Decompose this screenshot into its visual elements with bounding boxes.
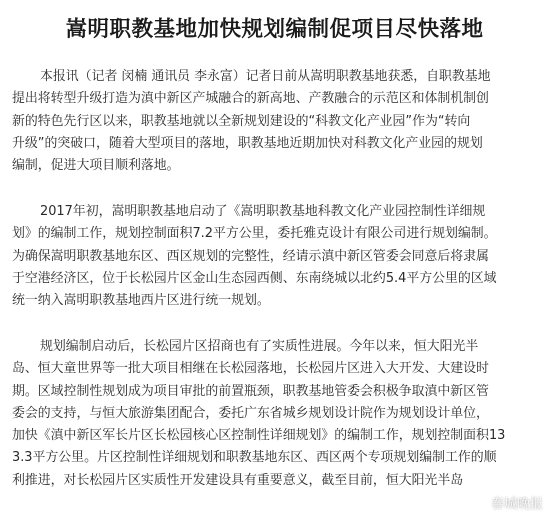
paragraph-line: 划》的编制工作，规划控制面积7.2平方公里，委托雅克设计有限公司进行规划编制。 [12,226,497,242]
paragraph-line: 加快《滇中新区军长片区长松园核心区控制性详细规划》的编制工作，规划控制面积13 [12,428,506,444]
paragraph-line: 编制，促进大项目顺利落地。 [12,158,180,174]
paragraph-line: 提出将转型升级打造为滇中新区产城融合的新高地、产教融合的示范区和体制机制创 [12,91,489,107]
paragraph-line: 新的特色先行区以来，职教基地就以全新规划建设的“科教文化产业园”作为“转向 [12,113,471,129]
paragraph-1 [12,66,542,177]
paragraph-3 [12,336,542,492]
article-title: 嵩明职教基地加快规划编制促项目尽快落地 [65,17,484,42]
paragraph-line: 为确保嵩明职教基地东区、西区规划的完整性，经请示滇中新区管委会同意后将隶属 [12,248,489,264]
paragraph-line: 本报讯（记者 闵楠 通讯员 李永富）记者日前从嵩明职教基地获悉，自职教基地 [40,69,491,84]
source-watermark [456,493,545,512]
weibo-eye-icon [470,496,488,510]
watermark-text: 春城晚报 [490,497,543,512]
paragraph-line: 3.3平方公里。片区控制性详细规划和职教基地东区、西区两个专项规划编制工作的顺 [12,450,497,466]
paragraph-line: 期。区域控制性规划成为项目审批的前置瓶颈，职教基地管委会积极争取滇中新区管 [12,383,489,399]
paragraph-line: 2017年初，嵩明职教基地启动了《嵩明职教基地科教文化产业园控制性详细规 [40,204,486,219]
paragraph-line: 统一纳入嵩明职教基地西片区进行统一规划。 [12,293,270,309]
paragraph-line: 于空港经济区，位于长松园片区金山生态园西侧、东南绕城以北约5.4平方公里的区域 [12,270,497,286]
paragraph-line: 升级”的突破口，随着大型项目的落地，职教基地近期加快对科教文化产业园的规划 [12,135,483,151]
paragraph-2 [12,201,542,312]
paragraph-line: 岛、恒大童世界等一批大项目相继在长松园落地，长松园片区进入大开发、大建设时 [12,361,489,377]
paragraph-line: 委会的支持，与恒大旅游集团配合，委托广东省城乡规划设计院作为规划设计单位， [12,405,489,421]
paragraph-line: 利推进，对长松园片区实质性开发建设具有重要意义，截至目前，恒大阳光半岛 [12,472,464,488]
paragraph-line: 规划编制启动后，长松园片区招商也有了实质性进展。今年以来，恒大阳光半 [40,339,479,354]
